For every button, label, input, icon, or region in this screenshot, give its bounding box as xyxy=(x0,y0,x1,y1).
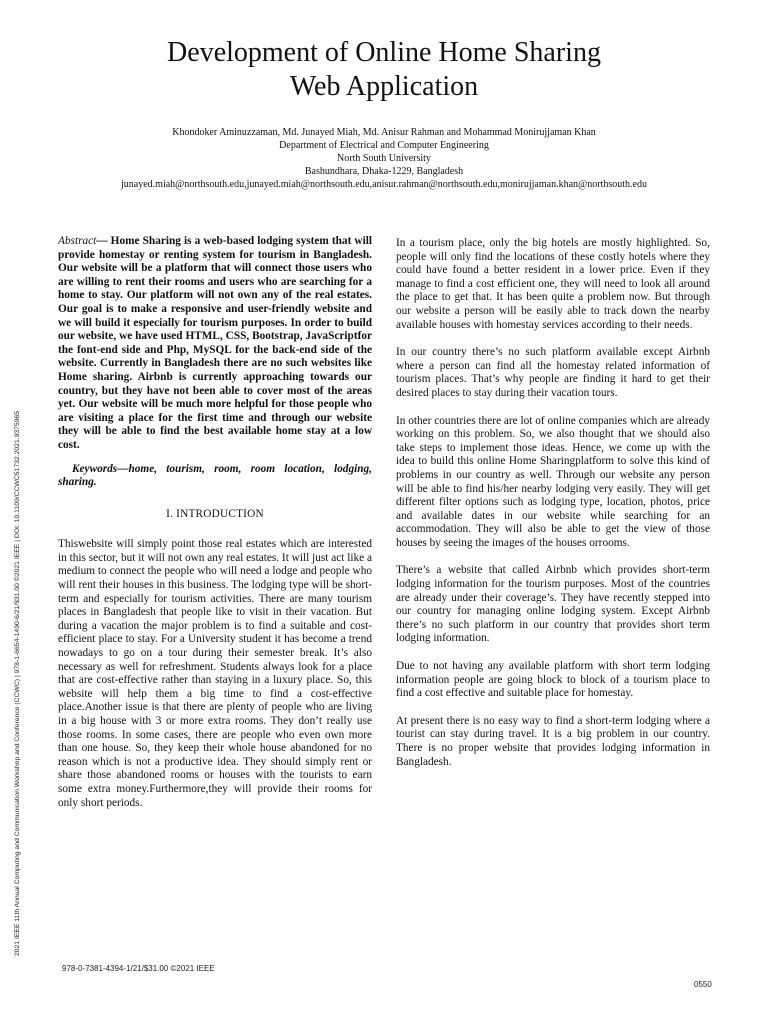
right-paragraph: Due to not having any available platform with short term lodging information people are going block to block of a tourism place to find a cost effective and suitable place for homestay. xyxy=(396,660,710,700)
title-line-2: Web Application xyxy=(289,71,479,102)
author-emails: junayed.miah@northsouth.edu,junayed.miah@northsouth.edu,anisur.rahman@northsouth.edu,monirujjaman.khan@northsouth.edu xyxy=(121,179,647,190)
title-line-1: Development of Online Home Sharing xyxy=(167,37,601,68)
abstract-label: Abstract xyxy=(58,235,97,247)
right-paragraph: In other countries there are lot of online companies which are already working on this problem. So, we also thought that we should also take steps to implement those ideas. Hence, we come up with the idea to build this online Home Sharingplatform to solve this kind of problems in our country as well. Through our website any person will be able to find his/her nearby lodging very easily. They will get different filter options such as lodging type, location, photos, price and available dates in our website while searching for an accommodation. They will also be able to get the view of those houses by seeing the images of the houses orrooms. xyxy=(396,414,710,549)
page-number: 0550 xyxy=(694,980,712,989)
left-paragraph: Thiswebsite will simply point those real estates which are interested in this sector, but it will not own any real estates. It will just act like a medium to connect the people who will need a lodge and people who will rent their houses in this business. The lodging type will be short-term and especially for tourism activities. There are many tourism places in Bangladesh that people like to visit in their vacation. But during a vacation the major problem is to find a suitable and cost-efficient place to stay. For a University student it has become a trend nowadays to go on a tour during their semester break. It’s also necessary as well for refreshment. Students always look for a place that are cost-effective rather than staying in a luxury place. So, this website will help them a big time to find a cost-effective place.Another issue is that there are plenty of people who are living in a big house with 3 or more extra rooms. They don’t really use those rooms. In some cases, there are people who even own more than one house. So, they keep their whole house abandoned for no reason which is not a productive idea. They should simply rent or share those abandoned rooms or houses with the tourists to earn some extra money.Furthermore,they will provide their rooms for only short periods. xyxy=(58,538,372,809)
ieee-sidebar-citation: 2021 IEEE 11th Annual Computing and Communication Workshop and Conference (CCWC) | 978-1-6654-1490-6/21/$31.00 ©2021 IEEE | DOI: 10.1109/CCWC51732.2021.9375965 xyxy=(14,410,21,956)
right-paragraph: In our country there’s no such platform available except Airbnb where a person can find all the homestay related information of tourism places. That’s why people are finding it hard to get their desired places to stay during their vacation tours. xyxy=(396,346,710,399)
author-names: Khondoker Aminuzzaman, Md. Junayed Miah, Md. Anisur Rahman and Mohammad Monirujjaman Khan xyxy=(172,127,596,138)
author-block xyxy=(20,126,748,191)
right-paragraph: In a tourism place, only the big hotels are mostly highlighted. So, people will only find the locations of these costly hotels where they could have found a better resident in a lower price. Even if they manage to find a cost efficient one, they will need to look all around the place to get that. It has been quite a problem now. But through our website a person will be easily able to track down the nearby available houses with homestay services according to their needs. xyxy=(396,237,710,331)
section-heading-introduction: I. INTRODUCTION xyxy=(166,507,264,520)
right-paragraph: There’s a website that called Airbnb which provides short-term lodging information for the tourism purposes. Most of the countries are already under their coverage’s. They have recently stepped into our country for managing online lodging system. Except Airbnb there’s no such platform in our country that provides short term lodging information. xyxy=(396,564,710,645)
author-university: North South University xyxy=(337,153,431,164)
author-address: Bashundhara, Dhaka-1229, Bangladesh xyxy=(304,166,464,177)
left-column xyxy=(58,235,372,824)
author-department: Department of Electrical and Computer Engineering xyxy=(279,140,489,151)
keywords: Keywords—home, tourism, room, room location, lodging, sharing. xyxy=(58,462,372,489)
footer-isbn: 978-0-7381-4394-1/21/$31.00 ©2021 IEEE xyxy=(62,964,215,973)
right-column xyxy=(396,237,710,783)
right-paragraph: At present there is no easy way to find a short-term lodging where a tourist can stay during travel. It is a big problem in our country. There is no proper website that provides lodging information in Bangladesh. xyxy=(396,714,710,768)
paper-title xyxy=(60,36,708,104)
abstract xyxy=(58,235,372,453)
abstract-body: — Home Sharing is a web-based lodging system that will provide homestay or renting system for tourism in Bangladesh. Our website will be a platform that will connect those users who are willing to rent their rooms and users who are searching for a home to stay. Our platform will not own any of the real estates. Our goal is to make a responsive and user-friendly website and we will build it especially for tourism purposes. In order to build our website, we have used HTML, CSS, Bootstrap, JavaScriptfor the font-end side and Php, MySQL for the back-end side of the website. Currently in Bangladesh there are no such websites like Home sharing. Airbnb is currently approaching towards our country, but they have not been able to cover most of the areas yet. Our website will be much more helpful for those people who are visiting a place for the first time and through our website they will be able to find the best available home stay at a low cost. xyxy=(58,235,372,451)
